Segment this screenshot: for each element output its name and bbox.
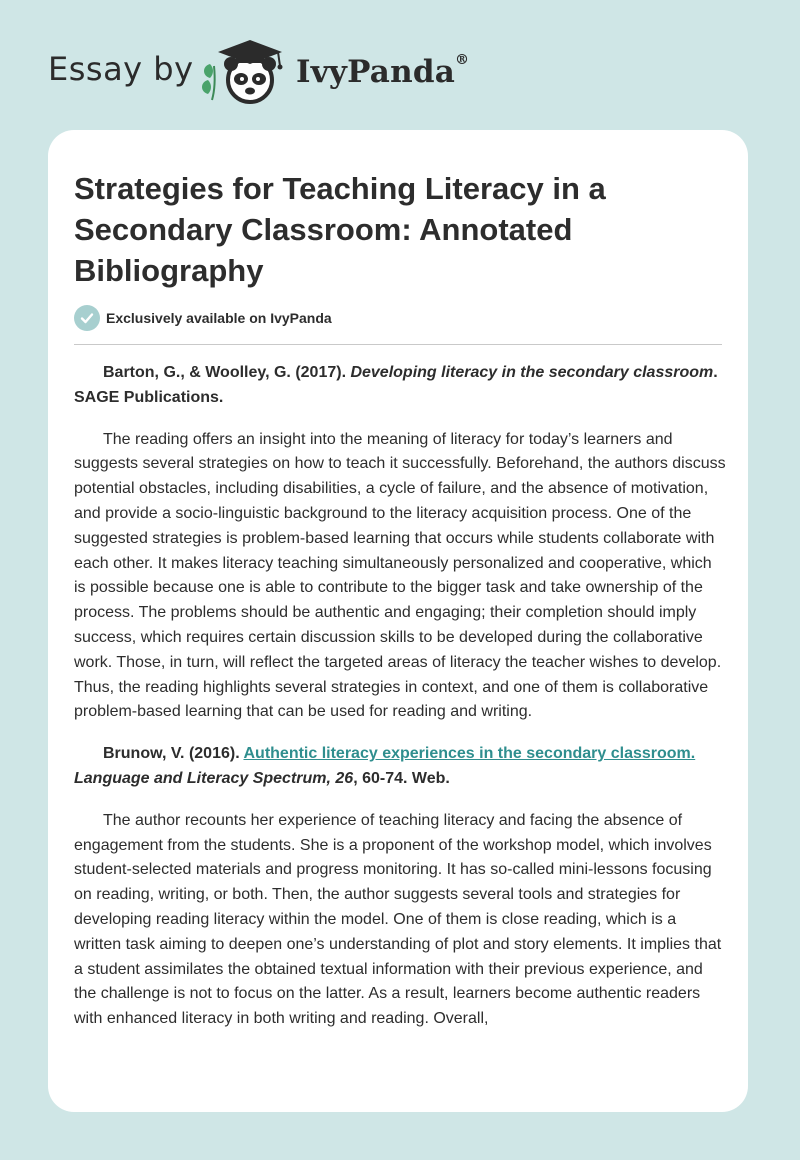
- essay-card: [48, 130, 748, 1112]
- exclusive-notice: [74, 305, 332, 331]
- exclusive-label: Exclusively available on IvyPanda: [106, 310, 332, 326]
- essay-title: Strategies for Teaching Literacy in a Secondary Classroom: Annotated Bibliography: [74, 171, 606, 288]
- brand-logo-text[interactable]: [296, 54, 469, 90]
- divider: [74, 344, 722, 345]
- panda-graduate-logo-icon[interactable]: [200, 36, 294, 108]
- reference-journal: Language and Literacy Spectrum, 26: [74, 769, 354, 787]
- check-icon: [74, 305, 100, 331]
- annotation-paragraph: The reading offers an insight into the meaning of literacy for today’s learners and suggests several strategies on how to teach it successfully. Beforehand, the authors discuss potential obstacles, including disabilities, a cycle of failure, and the absence of motivation, and provide a socio-linguistic background to the literacy acquisition process. One of the suggested strategies is problem-based learning that occurs while students collaborate with each other. It makes literacy teaching simultaneously personalized and cooperative, which is possible because one is able to contribute to the bigger task and take ownership of the process. The problems should be authentic and engaging; their completion should imply success, which requires certain discussion skills to be developed during the collaborative work. Those, in turn, will reflect the targeted areas of literacy the teacher wishes to develop. Thus, the reading highlights several strategies in context, and one of them is collaborative problem-based learning that can be used for reading and writing.: [74, 430, 726, 721]
- reference-work-title: Developing literacy in the secondary classroom: [350, 364, 714, 381]
- brand-name: IvyPanda: [296, 54, 455, 90]
- registered-mark: ®: [455, 52, 470, 68]
- reference-entry: [74, 742, 726, 792]
- reference-publisher: . SAGE Publications.: [74, 364, 718, 406]
- reference-entry: [74, 361, 726, 411]
- reference-source-link[interactable]: Authentic literacy experiences in the secondary classroom.: [243, 745, 696, 763]
- annotation-paragraph: The author recounts her experience of teaching literacy and facing the absence of engagement from the students. She is a proponent of the workshop model, which involves student-selected materials and progress monitoring. It has so-called mini-lessons focusing on reading, writing, or both. Then, the author suggests several tools and strategies for developing reading literacy within the model. One of them is close reading, which is a written task aiming to deepen one’s understanding of plot and story elements. It implies that a student assimilates the obtained textual information with their previous experience, and the challenge is not to focus on the latter. As a result, learners become authentic readers with enhanced literacy in both writing and reading. Overall,: [74, 811, 722, 1028]
- reference-pages: , 60-74. Web.: [353, 769, 450, 787]
- reference-authors: Brunow, V. (2016).: [103, 745, 244, 763]
- essay-body: [74, 361, 726, 1032]
- reference-authors: Barton, G., & Woolley, G. (2017).: [103, 364, 351, 381]
- essay-by-label: Essay by: [48, 50, 194, 88]
- site-header: [0, 0, 800, 130]
